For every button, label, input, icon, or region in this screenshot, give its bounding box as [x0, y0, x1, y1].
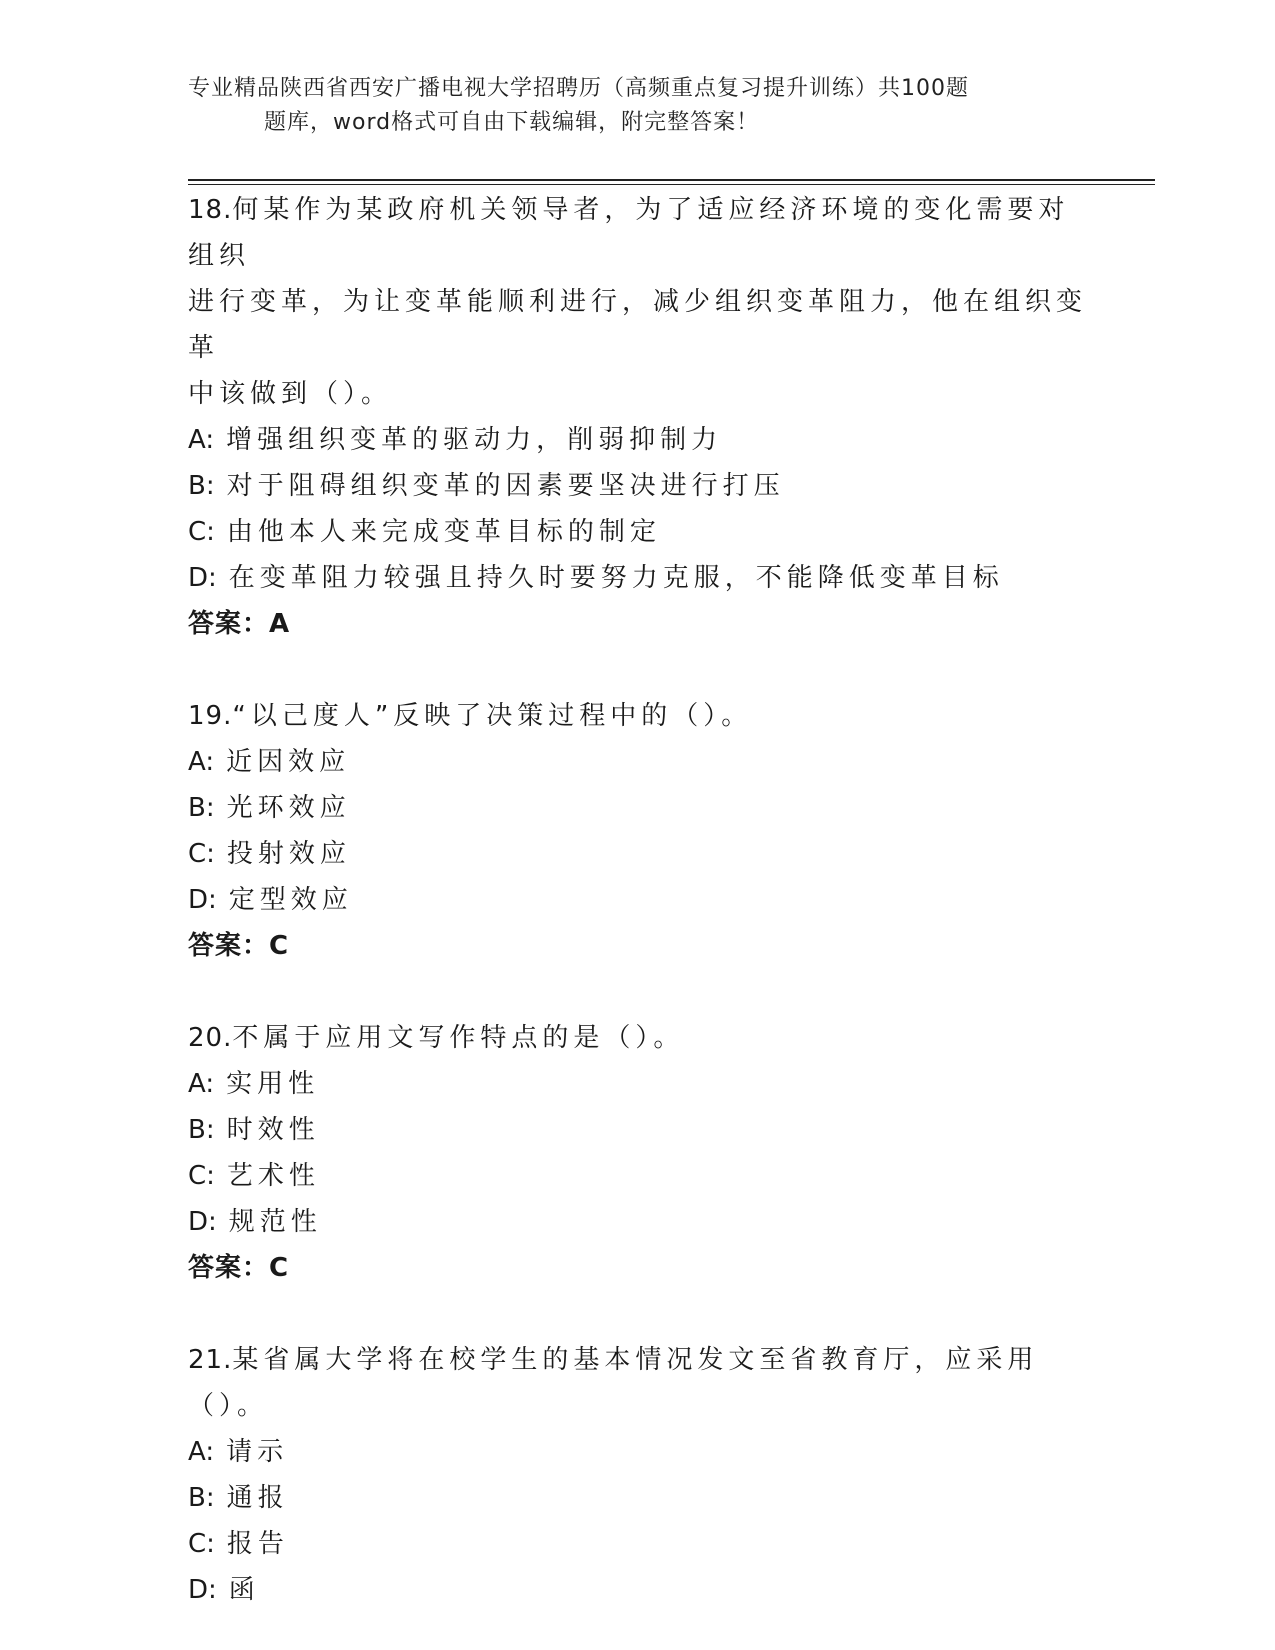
option-letter: D:: [188, 885, 217, 915]
option-text: 请示: [226, 1437, 289, 1467]
answer-option: [188, 463, 1088, 509]
answer-option: [188, 739, 1088, 785]
question-stem-line: [188, 187, 1088, 279]
document-header: [188, 72, 1048, 140]
answer-option: [188, 1199, 1088, 1245]
question-stem-text: “以己度人”反映了决策过程中的（）。: [232, 701, 753, 731]
question-stem-line: [188, 1015, 1088, 1061]
option-letter: D:: [188, 1207, 217, 1237]
option-letter: C:: [188, 1529, 215, 1559]
question-stem-line: [188, 1337, 1088, 1429]
option-letter: D:: [188, 1575, 217, 1605]
question-block: [188, 693, 1088, 969]
question-stem-text: 不属于应用文写作特点的是（）。: [232, 1023, 685, 1053]
answer-option: [188, 509, 1088, 555]
option-text: 实用性: [226, 1069, 320, 1099]
option-letter: B:: [188, 793, 215, 823]
option-text: 增强组织变革的驱动力，削弱抑制力: [226, 425, 723, 455]
answer-key: 答案：A: [188, 609, 291, 639]
option-text: 规范性: [228, 1207, 322, 1237]
option-letter: A:: [188, 747, 215, 777]
option-letter: B:: [188, 471, 215, 501]
option-text: 艺术性: [226, 1161, 320, 1191]
answer-option: [188, 1107, 1088, 1153]
question-stem-line: [188, 371, 1088, 417]
question-number: 19.: [188, 701, 233, 731]
answer-option: [188, 1475, 1088, 1521]
question-block: [188, 1015, 1088, 1291]
answer-option: [188, 1567, 1088, 1613]
answer-option: [188, 831, 1088, 877]
question-number: 21.: [188, 1345, 233, 1375]
answer-option: [188, 417, 1088, 463]
option-letter: C:: [188, 1161, 215, 1191]
question-number: 20.: [188, 1023, 233, 1053]
question-number: 18.: [188, 195, 233, 225]
option-text: 由他本人来完成变革目标的制定: [226, 517, 661, 547]
question-stem-line: [188, 279, 1088, 371]
header-line-2: 题库，word格式可自由下载编辑，附完整答案！: [264, 110, 760, 135]
answer-option: [188, 1153, 1088, 1199]
option-text: 函: [228, 1575, 260, 1605]
option-letter: C:: [188, 517, 215, 547]
header-rule-thin: [188, 184, 1155, 185]
option-letter: B:: [188, 1115, 215, 1145]
answer-option: [188, 877, 1088, 923]
question-stem-text: 进行变革，为让变革能顺利进行，减少组织变革阻力，他在组织变革: [188, 287, 1088, 363]
option-text: 时效性: [226, 1115, 320, 1145]
option-letter: D:: [188, 563, 217, 593]
question-block: [188, 1337, 1088, 1613]
question-stem-line: [188, 693, 1088, 739]
option-text: 定型效应: [228, 885, 353, 915]
question-stem-text: 何某作为某政府机关领导者，为了适应经济环境的变化需要对组织: [188, 195, 1070, 271]
option-letter: A:: [188, 1069, 215, 1099]
question-stem-text: 中该做到（）。: [188, 379, 393, 409]
option-text: 通报: [226, 1483, 289, 1513]
answer-option: [188, 1429, 1088, 1475]
answer-option: [188, 1061, 1088, 1107]
question-list: [188, 187, 1088, 1613]
option-text: 近因效应: [226, 747, 351, 777]
option-text: 投射效应: [226, 839, 351, 869]
option-letter: C:: [188, 839, 215, 869]
answer-option: [188, 555, 1088, 601]
option-letter: A:: [188, 425, 215, 455]
option-letter: A:: [188, 1437, 215, 1467]
question-stem-text: 某省属大学将在校学生的基本情况发文至省教育厅，应采用（）。: [188, 1345, 1039, 1421]
header-line-1: 专业精品陕西省西安广播电视大学招聘历（高频重点复习提升训练）共100题: [188, 76, 969, 101]
header-rule-thick: [188, 179, 1155, 181]
option-text: 对于阻碍组织变革的因素要坚决进行打压: [226, 471, 785, 501]
option-text: 在变革阻力较强且持久时要努力克服，不能降低变革目标: [228, 563, 1004, 593]
answer-key: 答案：C: [188, 1253, 290, 1283]
option-letter: B:: [188, 1483, 215, 1513]
option-text: 报告: [226, 1529, 289, 1559]
answer-key: 答案：C: [188, 931, 290, 961]
answer-option: [188, 1521, 1088, 1567]
option-text: 光环效应: [226, 793, 351, 823]
question-block: [188, 187, 1088, 647]
answer-option: [188, 785, 1088, 831]
